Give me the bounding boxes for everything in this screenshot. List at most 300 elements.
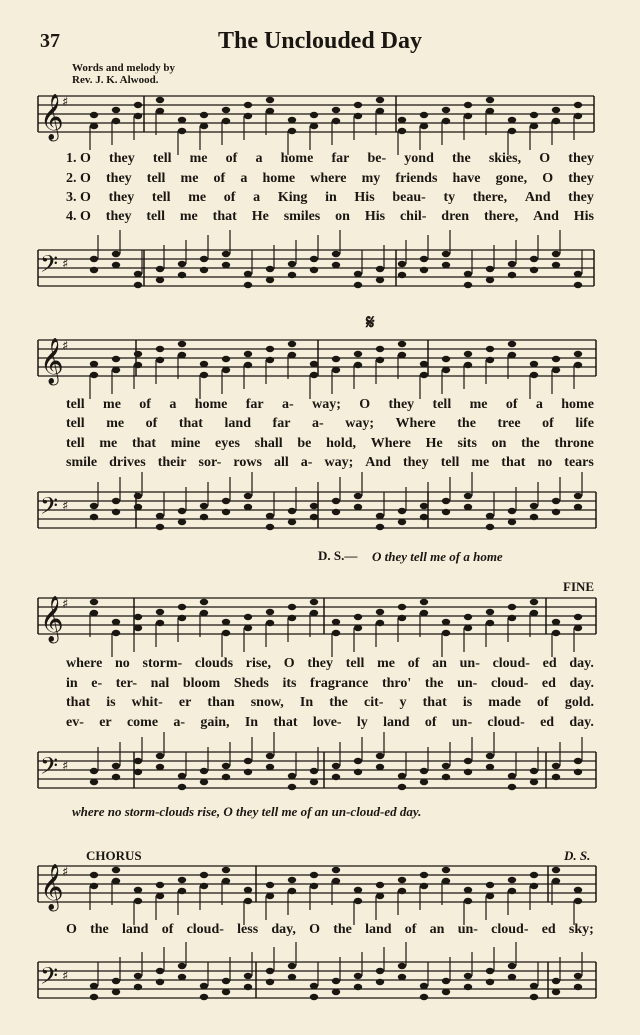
notehead	[398, 128, 406, 134]
notehead	[156, 968, 164, 974]
notehead	[112, 630, 120, 636]
notehead	[574, 898, 582, 904]
notehead	[222, 763, 230, 769]
notehead	[310, 872, 318, 878]
lyric-syllable: me	[377, 656, 395, 671]
notehead	[376, 893, 384, 899]
notehead	[222, 498, 230, 504]
notehead	[310, 123, 318, 129]
notehead	[178, 773, 186, 779]
lyric-syllable: day.	[569, 715, 594, 730]
notehead	[288, 604, 296, 610]
notehead	[508, 272, 516, 278]
notehead	[530, 123, 538, 129]
notehead	[112, 367, 120, 373]
notehead	[244, 984, 252, 990]
notehead	[244, 614, 252, 620]
notehead	[266, 609, 274, 615]
notehead	[332, 251, 340, 257]
notehead	[244, 898, 252, 904]
lyric-syllable: And	[533, 209, 559, 224]
notehead	[376, 620, 384, 626]
lyric-syllable: life	[575, 416, 594, 431]
notehead	[376, 524, 384, 530]
notehead	[574, 351, 582, 357]
verse-line	[66, 171, 594, 187]
lyric-syllable: thro'	[381, 676, 412, 691]
notehead	[200, 514, 208, 520]
lyric-syllable: home	[194, 397, 228, 412]
notehead	[112, 107, 120, 113]
lyric-syllable: of	[223, 190, 236, 205]
lyric-syllable: me	[103, 397, 121, 412]
notehead	[244, 504, 252, 510]
notehead	[442, 774, 450, 780]
ds-label: D. S.—	[318, 548, 358, 563]
notehead	[178, 272, 186, 278]
ds-words: O they tell me of a home	[372, 549, 503, 564]
notehead	[530, 361, 538, 367]
lyric-syllable: cit-	[364, 695, 384, 710]
lyric-syllable: un-	[451, 715, 473, 730]
notehead	[156, 357, 164, 363]
lyric-syllable: of	[225, 151, 238, 166]
lyric-syllable: the	[333, 922, 352, 937]
notehead	[90, 514, 98, 520]
notehead	[442, 630, 450, 636]
notehead	[530, 872, 538, 878]
notehead	[90, 503, 98, 509]
notehead	[112, 118, 120, 124]
notehead	[442, 107, 450, 113]
lyric-syllable: cloud-	[490, 676, 529, 691]
notehead	[134, 102, 142, 108]
notehead	[112, 878, 120, 884]
notehead	[420, 361, 428, 367]
notehead	[530, 599, 538, 605]
lyric-syllable: cloud-	[491, 922, 529, 937]
lyric-syllable: they	[568, 151, 594, 166]
notehead	[552, 262, 560, 268]
lyric-syllable: sits	[457, 436, 477, 451]
notehead	[288, 519, 296, 525]
notehead	[486, 277, 494, 283]
lyric-syllable: an	[429, 922, 445, 937]
notehead	[530, 267, 538, 273]
notehead	[354, 271, 362, 277]
notehead	[266, 882, 274, 888]
notehead	[90, 123, 98, 129]
lyric-syllable: the	[521, 436, 540, 451]
notehead	[266, 513, 274, 519]
key-sharp: ♯	[62, 597, 69, 612]
notehead	[310, 779, 318, 785]
verse-line	[66, 455, 594, 471]
notehead	[442, 619, 450, 625]
lyric-syllable: home	[262, 171, 296, 186]
key-sharp: ♯	[62, 865, 69, 880]
lyric-syllable: home	[280, 151, 314, 166]
notehead	[486, 979, 494, 985]
notehead	[486, 357, 494, 363]
notehead	[178, 888, 186, 894]
lyric-syllable: far	[272, 416, 291, 431]
notehead	[552, 989, 560, 995]
notehead	[288, 508, 296, 514]
lyric-syllable: in	[66, 676, 78, 691]
notehead	[574, 984, 582, 990]
notehead	[552, 774, 560, 780]
lyric-syllable: rise,	[245, 656, 272, 671]
notehead	[90, 994, 98, 1000]
notehead	[398, 341, 406, 347]
lyric-syllable: ed	[540, 715, 555, 730]
notehead	[442, 978, 450, 984]
notehead	[266, 277, 274, 283]
notehead	[90, 779, 98, 785]
key-sharp: ♯	[62, 969, 69, 984]
notehead	[244, 887, 252, 893]
notehead	[420, 994, 428, 1000]
notehead	[508, 128, 516, 134]
treble-clef: 𝄞	[40, 864, 64, 910]
notehead	[574, 973, 582, 979]
notehead	[420, 872, 428, 878]
notehead	[530, 883, 538, 889]
lyric-syllable: of	[213, 171, 226, 186]
lyric-syllable: ly	[356, 715, 368, 730]
lyric-syllable: O	[359, 397, 371, 412]
lyric-syllable: of	[161, 922, 174, 937]
page-number: 37	[40, 30, 60, 52]
notehead	[288, 117, 296, 123]
notehead	[266, 753, 274, 759]
notehead	[354, 984, 362, 990]
notehead	[530, 514, 538, 520]
notehead	[178, 963, 186, 969]
lyric-syllable: tell	[66, 416, 85, 431]
notehead	[156, 513, 164, 519]
lyric-syllable: of	[537, 695, 549, 710]
notehead	[178, 117, 186, 123]
notehead	[200, 112, 208, 118]
notehead	[288, 877, 296, 883]
notehead	[332, 356, 340, 362]
notehead	[354, 887, 362, 893]
notehead	[376, 979, 384, 985]
notehead	[112, 978, 120, 984]
lyric-syllable: land	[122, 922, 149, 937]
key-sharp: ♯	[62, 759, 69, 774]
lyric-syllable: gain,	[200, 715, 230, 730]
lyric-syllable: beau-	[392, 190, 426, 205]
lyric-syllable: er	[178, 695, 192, 710]
notehead	[200, 768, 208, 774]
lyric-syllable: drives	[109, 455, 146, 470]
notehead	[90, 872, 98, 878]
notehead	[222, 989, 230, 995]
notehead	[222, 867, 230, 873]
notehead	[464, 625, 472, 631]
notehead	[332, 498, 340, 504]
notehead	[156, 979, 164, 985]
chorus-ds-marker: D. S.	[564, 848, 591, 863]
notehead	[354, 351, 362, 357]
notehead	[442, 367, 450, 373]
notehead	[442, 763, 450, 769]
lyric-syllable: 4. O	[66, 209, 91, 224]
notehead	[112, 989, 120, 995]
lyric-syllable: throne	[554, 436, 594, 451]
notehead	[508, 877, 516, 883]
notehead	[222, 356, 230, 362]
lyric-syllable: smiles	[283, 209, 321, 224]
notehead	[486, 346, 494, 352]
notehead	[574, 758, 582, 764]
lyric-syllable: chil-	[399, 209, 427, 224]
notehead	[354, 102, 362, 108]
notehead	[486, 753, 494, 759]
lyric-syllable: my	[361, 171, 381, 186]
notehead	[464, 102, 472, 108]
notehead	[464, 282, 472, 288]
verse-line	[66, 676, 594, 692]
lyric-syllable: there,	[483, 209, 519, 224]
notehead	[200, 779, 208, 785]
notehead	[310, 112, 318, 118]
lyric-syllable: day.	[569, 676, 594, 691]
notehead	[552, 619, 560, 625]
lyric-syllable: O	[66, 922, 77, 937]
notehead	[112, 619, 120, 625]
notehead	[574, 113, 582, 119]
notehead	[244, 758, 252, 764]
lyric-syllable: all	[273, 455, 289, 470]
notehead	[442, 498, 450, 504]
notehead	[486, 108, 494, 114]
lyric-syllable: ter-	[115, 676, 137, 691]
lyric-syllable: far	[331, 151, 350, 166]
lyric-syllable: clouds	[194, 656, 234, 671]
notehead	[398, 784, 406, 790]
notehead	[178, 352, 186, 358]
notehead	[244, 282, 252, 288]
notehead	[222, 878, 230, 884]
notehead	[398, 615, 406, 621]
notehead	[464, 984, 472, 990]
notehead	[332, 262, 340, 268]
notehead	[508, 963, 516, 969]
notehead	[376, 513, 384, 519]
lyric-syllable: day.	[569, 656, 594, 671]
notehead	[310, 267, 318, 273]
notehead	[354, 758, 362, 764]
notehead	[376, 277, 384, 283]
notehead	[508, 341, 516, 347]
lyric-syllable: the	[424, 676, 444, 691]
lyric-syllable: that	[66, 695, 91, 710]
notehead	[156, 609, 164, 615]
notehead	[552, 878, 560, 884]
notehead	[310, 503, 318, 509]
notehead	[244, 271, 252, 277]
lyric-syllable: a	[169, 397, 177, 412]
notehead	[222, 630, 230, 636]
lyric-syllable: land	[224, 416, 251, 431]
lyric-syllable: that	[273, 715, 298, 730]
lyric-syllable: tell	[146, 209, 165, 224]
lyric-syllable: me	[188, 190, 207, 205]
lyric-syllable: they	[109, 151, 135, 166]
notehead	[486, 266, 494, 272]
notehead	[464, 973, 472, 979]
lyric-syllable: its	[282, 676, 297, 691]
lyric-syllable: tell	[432, 397, 452, 412]
lyric-syllable: their	[157, 455, 187, 470]
lyric-syllable: O	[309, 922, 320, 937]
notehead	[552, 867, 560, 873]
notehead	[508, 261, 516, 267]
notehead	[376, 266, 384, 272]
notehead	[178, 341, 186, 347]
notehead	[376, 97, 384, 103]
notehead	[112, 251, 120, 257]
lyric-syllable: tell	[345, 656, 365, 671]
notehead	[574, 362, 582, 368]
notehead	[266, 108, 274, 114]
lyric-syllable: cloud-	[487, 715, 525, 730]
lyric-syllable: they	[402, 455, 429, 470]
lyric-syllable: love-	[312, 715, 342, 730]
notehead	[112, 763, 120, 769]
notehead	[310, 994, 318, 1000]
notehead	[376, 764, 384, 770]
notehead	[398, 963, 406, 969]
notehead	[90, 112, 98, 118]
notehead	[552, 367, 560, 373]
fine-marker: FINE	[563, 579, 595, 594]
lyric-syllable: ev-	[66, 715, 84, 730]
lyric-syllable: that	[131, 436, 157, 451]
lyric-syllable: of	[424, 715, 437, 730]
notehead	[222, 367, 230, 373]
notehead	[244, 769, 252, 775]
bass-clef: 𝄢	[40, 962, 59, 995]
verse-line	[66, 695, 594, 711]
notehead	[442, 262, 450, 268]
lyric-syllable: eyes	[215, 436, 240, 451]
lyric-syllable: snow,	[250, 695, 284, 710]
notehead	[222, 251, 230, 257]
notehead	[332, 619, 340, 625]
treble-clef: 𝄞	[40, 94, 64, 140]
notehead	[134, 351, 142, 357]
notehead	[156, 108, 164, 114]
lyric-syllable: shall	[254, 436, 283, 451]
lyric-syllable: land	[365, 922, 392, 937]
lyric-syllable: a	[255, 151, 263, 166]
verse-line	[66, 209, 594, 225]
notehead	[354, 113, 362, 119]
notehead	[486, 609, 494, 615]
key-sharp: ♯	[62, 339, 69, 354]
lyric-syllable: a-	[173, 715, 186, 730]
notehead	[332, 107, 340, 113]
lyric-syllable: of	[542, 416, 554, 431]
lyric-syllable: be	[297, 436, 312, 451]
notehead	[552, 251, 560, 257]
notehead	[134, 758, 142, 764]
lyric-syllable: on	[491, 436, 507, 451]
lyric-syllable: have	[452, 171, 481, 186]
lyric-syllable: e-	[91, 676, 103, 691]
notehead	[200, 883, 208, 889]
notehead	[244, 351, 252, 357]
notehead	[222, 262, 230, 268]
notehead	[574, 887, 582, 893]
notehead	[200, 994, 208, 1000]
notehead	[134, 898, 142, 904]
lyric-syllable: In	[299, 695, 314, 710]
lyric-syllable: made	[488, 695, 521, 710]
lyric-syllable: smile	[66, 455, 98, 470]
notehead	[464, 351, 472, 357]
lyric-syllable: they	[568, 171, 594, 186]
lyric-syllable: bloom	[182, 676, 221, 691]
lyric-syllable: storm-	[142, 656, 183, 671]
treble-clef: 𝄞	[40, 596, 64, 642]
notehead	[200, 872, 208, 878]
notehead	[354, 973, 362, 979]
lyric-syllable: er	[99, 715, 112, 730]
lyric-syllable: O	[542, 171, 554, 186]
lyric-syllable: of	[505, 397, 518, 412]
notehead	[156, 893, 164, 899]
notehead	[310, 372, 318, 378]
lyric-syllable: they	[307, 656, 334, 671]
notehead	[178, 261, 186, 267]
notehead	[442, 118, 450, 124]
notehead	[332, 978, 340, 984]
notehead	[310, 256, 318, 262]
hymn-title: The Unclouded Day	[217, 28, 423, 54]
credit-line-1: Words and melody by	[72, 62, 175, 74]
notehead	[332, 989, 340, 995]
notehead	[508, 352, 516, 358]
lyric-syllable: friends	[395, 171, 438, 186]
notehead	[134, 362, 142, 368]
lyric-syllable: a	[240, 171, 248, 186]
lyric-syllable: an	[432, 656, 447, 671]
notehead	[574, 282, 582, 288]
segno-sign: 𝄋	[366, 312, 375, 334]
notehead	[398, 352, 406, 358]
notehead	[134, 973, 142, 979]
lyric-syllable: no	[115, 656, 130, 671]
notehead	[288, 261, 296, 267]
lyric-syllable: sky;	[568, 922, 594, 937]
notehead	[464, 758, 472, 764]
key-sharp: ♯	[62, 95, 69, 110]
lyric-syllable: way;	[324, 455, 354, 470]
lyric-syllable: He	[425, 436, 443, 451]
lyric-syllable: that	[422, 695, 447, 710]
notehead	[90, 610, 98, 616]
lyric-syllable: me	[179, 209, 198, 224]
notehead	[156, 753, 164, 759]
notehead	[200, 256, 208, 262]
notehead	[332, 878, 340, 884]
